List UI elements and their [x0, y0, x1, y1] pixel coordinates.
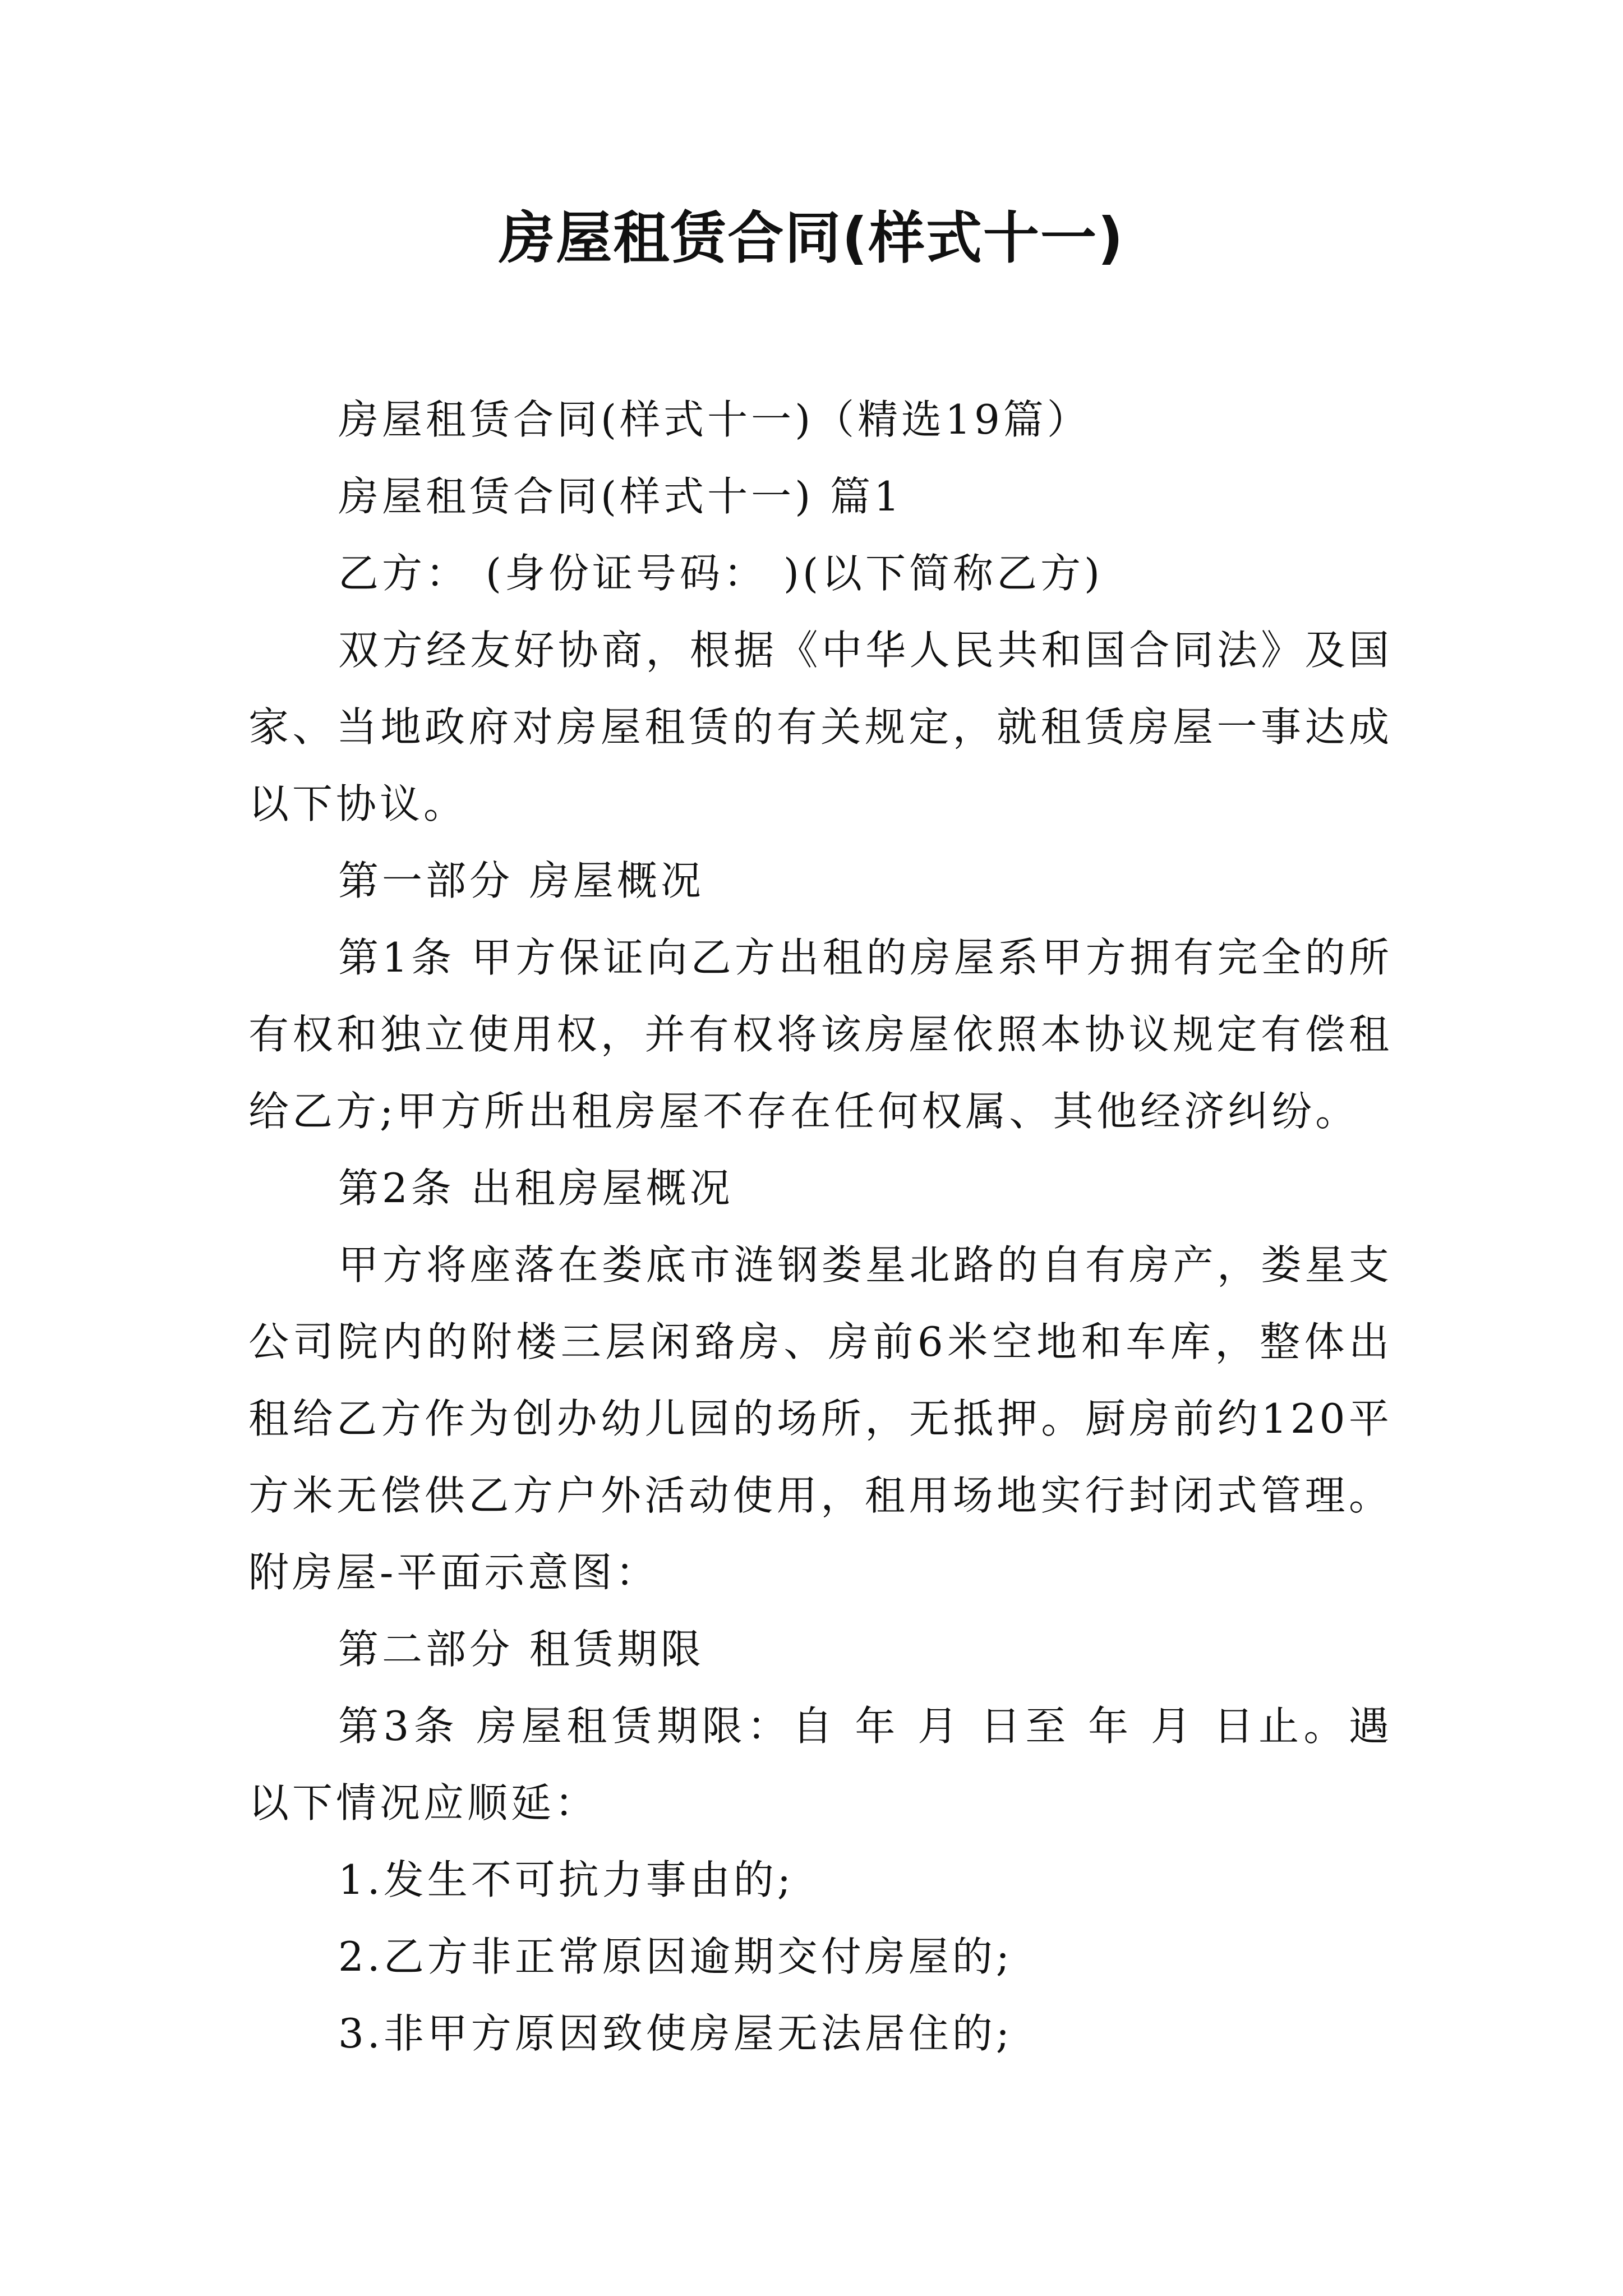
paragraph-article-2-heading: 第2条 出租房屋概况 [338, 1165, 734, 1212]
paragraph-party-b: 乙方： (身份证号码： )(以下简称乙方) [338, 550, 1104, 597]
document-body [248, 381, 1393, 2072]
list-item-2: 2.乙方非正常原因逾期交付房屋的; [338, 1933, 1013, 1980]
paragraph-preamble: 双方经友好协商，根据《中华人民共和国合同法》及国家、当地政府对房屋租赁的有关规定，就租赁房屋一事达成以下协议。 [248, 627, 1393, 827]
list-item-3: 3.非甲方原因致使房屋无法居住的; [338, 2010, 1013, 2057]
paragraph-article-1: 第1条 甲方保证向乙方出租的房屋系甲方拥有完全的所有权和独立使用权，并有权将该房屋依照本协议规定有偿租给乙方;甲方所出租房屋不存在任何权属、其他经济纠纷。 [248, 934, 1393, 1135]
paragraph-part-one-heading: 第一部分 房屋概况 [338, 857, 704, 904]
paragraph-article-3: 第3条 房屋租赁期限：自 年 月 日至 年 月 日止。遇以下情况应顺延： [248, 1703, 1393, 1826]
paragraph-subtitle: 房屋租赁合同(样式十一)（精选19篇） [338, 396, 1091, 443]
paragraph-section-heading: 房屋租赁合同(样式十一) 篇1 [338, 473, 903, 520]
list-item-1: 1.发生不可抗力事由的; [338, 1856, 794, 1903]
document-title: 房屋租赁合同(样式十一) [499, 205, 1124, 271]
paragraph-part-two-heading: 第二部分 租赁期限 [338, 1626, 704, 1673]
paragraph-article-2-body: 甲方将座落在娄底市涟钢娄星北路的自有房产，娄星支公司院内的附楼三层闲臵房、房前6米空地和车库，整体出租给乙方作为创办幼儿园的场所，无抵押。厨房前约120平方米无偿供乙方户外活动使用，租用场地实行封闭式管理。附房屋-平面示意图： [248, 1241, 1393, 1596]
